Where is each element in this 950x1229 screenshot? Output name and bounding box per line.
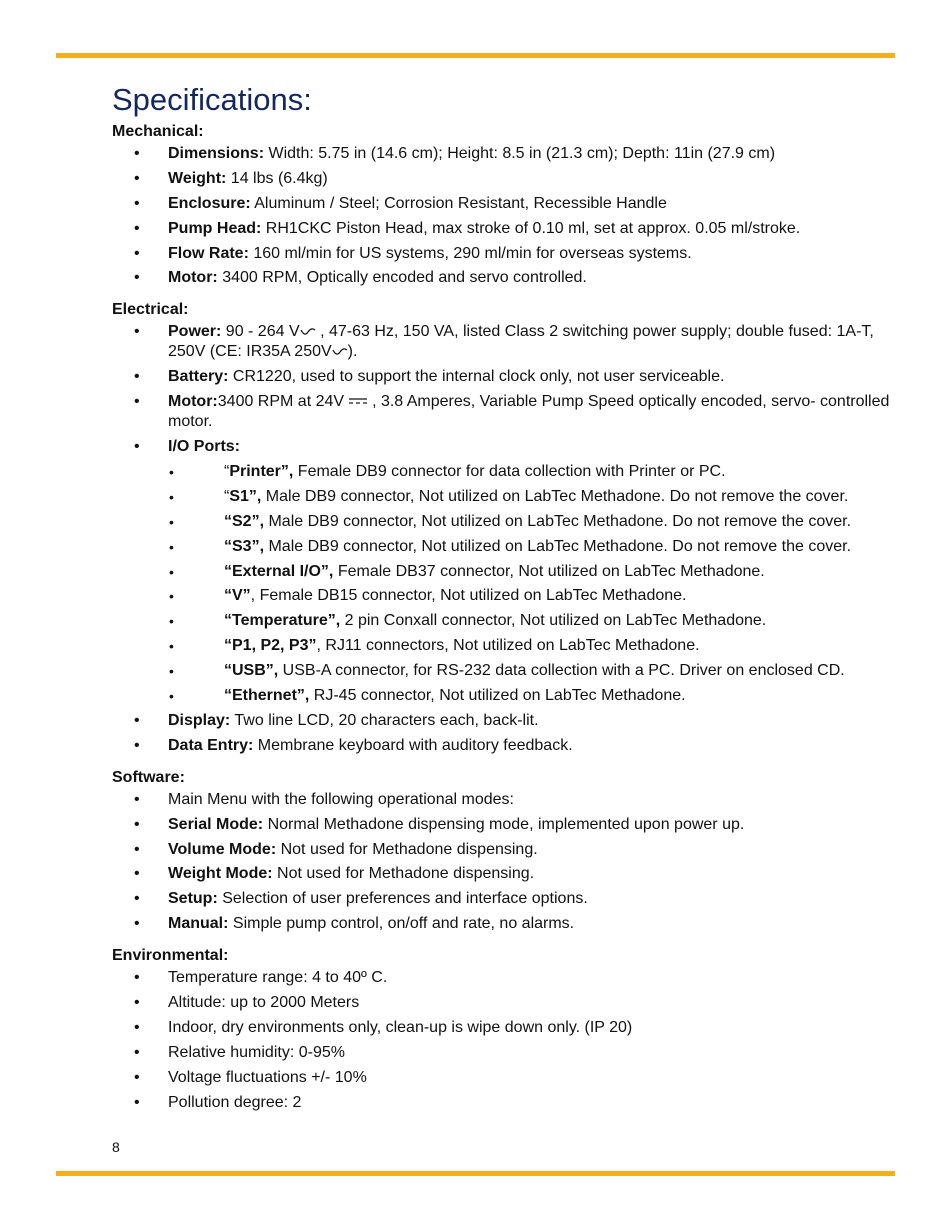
list-item-io-ports: • I/O Ports: • “Printer”, Female DB9 connector for data collection with Printer or PC. • “S1”, Male DB9 connector, Not utilized on LabTec Methadone. Do not remove the cover. • “S2”, Male DB9 connector, Not utilized on LabTec Methadone. Do not remove the cover. • “S3”, Male DB9 connector, Not utilized on LabTec Methadone. Do not remove the cover. • “External I/O”, Female DB37 connector, Not utilized on LabTec Methadone. • “V”, Female DB15 connector, Not utilized on LabTec Methadone. • “Temperature”, 2 pin Conxall connector, Not utilized on LabTec Methadone. • “P1, P2, P3”, RJ11 connectors, Not utilized on LabTec Methadone. • “USB”, USB-A connector, for RS-232 data collection with a PC. Driver on enclosed CD. • “Ethernet”, RJ-45 connector, Not utilized on LabTec Methadone.: [112, 437, 912, 706]
footer-rule: [56, 1171, 895, 1176]
io-port-item: • “V”, Female DB15 connector, Not utilized on LabTec Methadone.: [112, 586, 912, 606]
list-item: • Relative humidity: 0-95%: [112, 1043, 912, 1063]
section-title-electrical: Electrical:: [112, 301, 189, 319]
io-port-item: • “S2”, Male DB9 connector, Not utilized on LabTec Methadone. Do not remove the cover.: [112, 512, 912, 532]
section-title-software: Software:: [112, 768, 185, 786]
header-rule: [56, 53, 895, 58]
list-item: • Pump Head: RH1CKC Piston Head, max stroke of 0.10 ml, set at approx. 0.05 ml/stroke.: [112, 219, 912, 239]
section-software: [112, 768, 912, 934]
software-list: [112, 790, 912, 934]
io-port-item: • “External I/O”, Female DB37 connector, Not utilized on LabTec Methadone.: [112, 562, 912, 582]
list-item-power: • Power: 90 - 264 V , 47-63 Hz, 150 VA, listed Class 2 switching power supply; double fused: 1A-T, 250V (CE: IR35A 250V ).: [112, 322, 912, 362]
list-item: • Altitude: up to 2000 Meters: [112, 993, 912, 1013]
list-item: • Setup: Selection of user preferences and interface options.: [112, 889, 912, 909]
list-item: • Weight: 14 lbs (6.4kg): [112, 169, 912, 189]
io-port-item: • “S3”, Male DB9 connector, Not utilized on LabTec Methadone. Do not remove the cover.: [112, 537, 912, 557]
list-item: • Flow Rate: 160 ml/min for US systems, 290 ml/min for overseas systems.: [112, 244, 912, 264]
io-port-item: • “P1, P2, P3”, RJ11 connectors, Not utilized on LabTec Methadone.: [112, 636, 912, 656]
list-item: • Main Menu with the following operational modes:: [112, 790, 912, 810]
list-item: • Indoor, dry environments only, clean-up is wipe down only. (IP 20): [112, 1018, 912, 1038]
list-item: • Pollution degree: 2: [112, 1093, 912, 1113]
list-item-battery: • Battery: CR1220, used to support the internal clock only, not user serviceable.: [112, 367, 912, 387]
page-number: 8: [112, 1139, 120, 1155]
spec-content: [112, 122, 912, 1125]
page-title: Specifications:: [112, 82, 312, 117]
list-item: • Voltage fluctuations +/- 10%: [112, 1068, 912, 1088]
list-item-motor: • Motor:3400 RPM at 24V , 3.8 Amperes, Variable Pump Speed optically encoded, servo- controlled motor.: [112, 392, 912, 432]
list-item: • Dimensions: Width: 5.75 in (14.6 cm); Height: 8.5 in (21.3 cm); Depth: 11in (27.9 cm): [112, 144, 912, 164]
list-item: • Manual: Simple pump control, on/off and rate, no alarms.: [112, 914, 912, 934]
list-item: • Temperature range: 4 to 40º C.: [112, 968, 912, 988]
list-item: • Motor: 3400 RPM, Optically encoded and servo controlled.: [112, 268, 912, 288]
io-port-item: • “S1”, Male DB9 connector, Not utilized on LabTec Methadone. Do not remove the cover.: [112, 487, 912, 507]
list-item: • Serial Mode: Normal Methadone dispensing mode, implemented upon power up.: [112, 815, 912, 835]
io-port-item: • “Printer”, Female DB9 connector for data collection with Printer or PC.: [112, 462, 912, 482]
io-port-item: • “USB”, USB-A connector, for RS-232 data collection with a PC. Driver on enclosed CD.: [112, 661, 912, 681]
io-ports-list: [168, 462, 912, 706]
section-title-mechanical: Mechanical:: [112, 123, 204, 140]
ac-wave-icon: [300, 327, 316, 337]
section-environmental: [112, 946, 912, 1112]
list-item: • Enclosure: Aluminum / Steel; Corrosion Resistant, Recessible Handle: [112, 194, 912, 214]
section-title-environmental: Environmental:: [112, 947, 229, 965]
list-item-display: • Display: Two line LCD, 20 characters each, back-lit.: [112, 711, 912, 731]
list-item-data-entry: • Data Entry: Membrane keyboard with auditory feedback.: [112, 736, 912, 756]
list-item: • Volume Mode: Not used for Methadone dispensing.: [112, 840, 912, 860]
section-electrical: [112, 300, 912, 755]
environmental-list: [112, 968, 912, 1112]
mechanical-list: [112, 144, 912, 288]
electrical-list: [112, 322, 912, 755]
ac-wave-icon: [332, 347, 348, 357]
io-port-item: • “Ethernet”, RJ-45 connector, Not utilized on LabTec Methadone.: [112, 686, 912, 706]
section-mechanical: [112, 122, 912, 288]
dc-current-icon: [348, 396, 368, 406]
list-item: • Weight Mode: Not used for Methadone dispensing.: [112, 864, 912, 884]
io-port-item: • “Temperature”, 2 pin Conxall connector, Not utilized on LabTec Methadone.: [112, 611, 912, 631]
